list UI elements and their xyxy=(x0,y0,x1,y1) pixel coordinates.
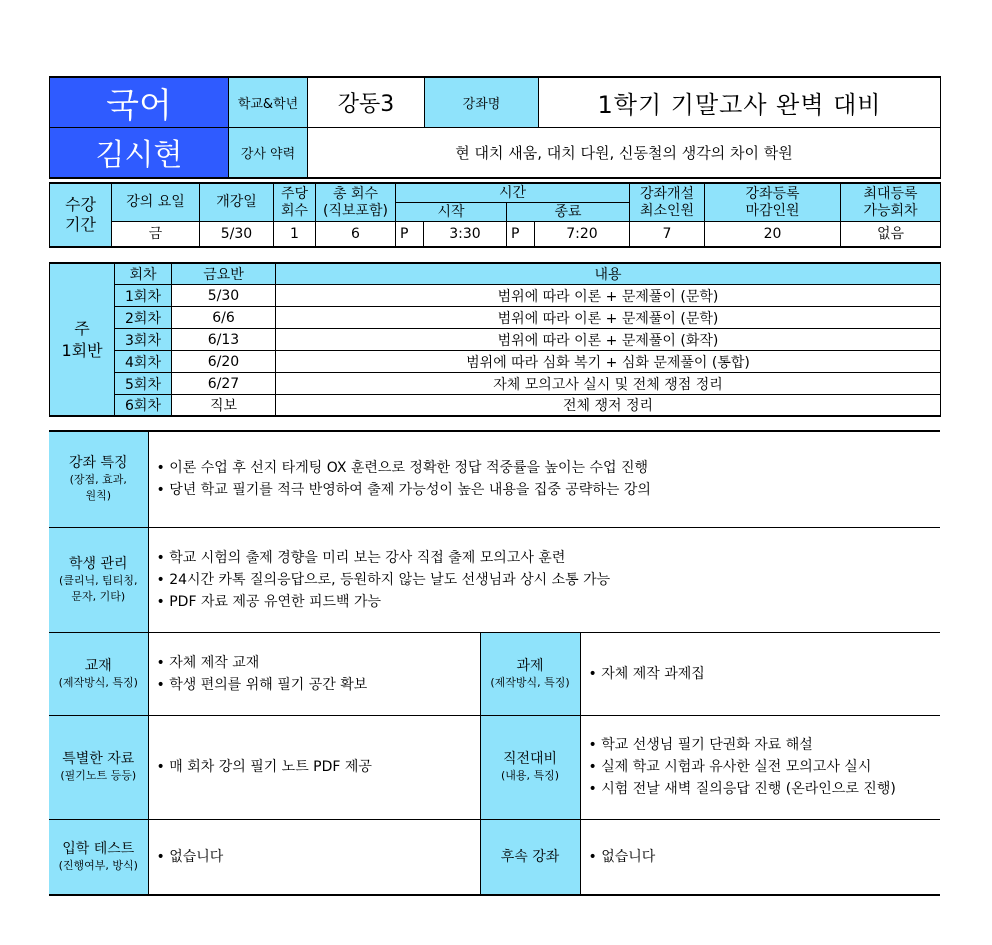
course-name-label: 강좌명 xyxy=(425,77,539,128)
entrance-row xyxy=(49,819,940,895)
content-header: 내용 xyxy=(276,263,941,285)
entrance-test-content xyxy=(148,819,480,895)
date-cell: 6/13 xyxy=(172,329,276,351)
period-label: 수강 기간 xyxy=(50,183,112,247)
followup-course-label: 후속 강좌 xyxy=(480,819,580,895)
course-header xyxy=(49,76,941,179)
plan-row-label: 주 1회반 xyxy=(50,263,115,416)
list-item: • 학교 시험의 출제 경향을 미리 보는 강사 직접 출제 모의고사 훈련 xyxy=(157,547,941,569)
table-row xyxy=(50,285,941,307)
table-row xyxy=(50,307,941,329)
features-table xyxy=(49,430,940,896)
start-date-value: 5/30 xyxy=(200,222,274,247)
career-label: 강사 약력 xyxy=(229,128,308,178)
weekly-value: 1 xyxy=(274,222,316,247)
table-row xyxy=(50,395,941,417)
final-prep-content xyxy=(580,715,940,819)
date-cell: 직보 xyxy=(172,395,276,417)
special-material-label: 특별한 자료 (필기노트 등등) xyxy=(49,715,148,819)
content-cell: 범위에 따라 이론 + 문제풀이 (화작) xyxy=(276,329,941,351)
final-prep-label: 직전대비 (내용, 특징) xyxy=(480,715,580,819)
list-item: • 없습니다 xyxy=(589,846,941,868)
session-cell: 6회차 xyxy=(115,395,172,417)
session-cell: 1회차 xyxy=(115,285,172,307)
content-cell: 전체 쟁저 정리 xyxy=(276,395,941,417)
time-header: 시간 xyxy=(396,183,630,203)
max-value: 20 xyxy=(705,222,841,247)
session-cell: 3회차 xyxy=(115,329,172,351)
list-item: • PDF 자료 제공 유연한 피드백 가능 xyxy=(157,591,941,613)
start-date-header: 개강일 xyxy=(200,183,274,222)
special-row xyxy=(49,715,940,819)
date-cell: 5/30 xyxy=(172,285,276,307)
table-row xyxy=(50,329,941,351)
homework-content xyxy=(580,632,940,715)
course-features-label: 강좌 특징 (장점, 효과, 원칙) xyxy=(49,431,148,527)
session-cell: 4회차 xyxy=(115,351,172,373)
session-cell: 2회차 xyxy=(115,307,172,329)
teacher-name: 김시현 xyxy=(50,128,229,178)
total-value: 6 xyxy=(316,222,396,247)
schedule-table xyxy=(49,182,941,248)
total-header: 총 회수 (직보포함) xyxy=(316,183,396,222)
weekly-plan-table xyxy=(49,262,941,417)
school-grade-label: 학교&학년 xyxy=(229,77,308,128)
day-value: 금 xyxy=(112,222,200,247)
start-header: 시작 xyxy=(396,203,507,222)
date-cell: 6/27 xyxy=(172,373,276,395)
start-ampm: P xyxy=(396,222,424,247)
end-time: 7:20 xyxy=(535,222,630,247)
subject-title: 국어 xyxy=(50,77,229,128)
weekly-header: 주당 회수 xyxy=(274,183,316,222)
list-item: • 자체 제작 과제집 xyxy=(589,663,941,685)
list-item: • 없습니다 xyxy=(157,846,480,868)
content-cell: 범위에 따라 이론 + 문제풀이 (문학) xyxy=(276,285,941,307)
end-ampm: P xyxy=(507,222,535,247)
friday-header: 금요반 xyxy=(172,263,276,285)
table-row xyxy=(50,351,941,373)
list-item: • 실제 학교 시험과 유사한 실전 모의고사 실시 xyxy=(589,756,941,778)
materials-row xyxy=(49,632,940,715)
followup-course-content xyxy=(580,819,940,895)
end-header: 종료 xyxy=(507,203,630,222)
max-reg-header: 최대등록 가능회차 xyxy=(841,183,941,222)
table-row xyxy=(50,373,941,395)
course-features-content xyxy=(148,431,940,527)
career-value: 현 대치 새움, 대치 다원, 신동철의 생각의 차이 학원 xyxy=(308,128,941,178)
course-features-row xyxy=(49,431,940,527)
list-item: • 매 회차 강의 필기 노트 PDF 제공 xyxy=(157,756,480,778)
date-cell: 6/20 xyxy=(172,351,276,373)
max-header: 강좌등록 마감인원 xyxy=(705,183,841,222)
list-item: • 이론 수업 후 선지 타게팅 OX 훈련으로 정확한 정답 적중률을 높이는 수업 진행 xyxy=(157,457,941,479)
list-item: • 자체 제작 교재 xyxy=(157,652,480,674)
content-cell: 범위에 따라 심화 복기 + 심화 문제풀이 (통합) xyxy=(276,351,941,373)
start-time: 3:30 xyxy=(424,222,507,247)
school-grade-value: 강동3 xyxy=(308,77,425,128)
day-header: 강의 요일 xyxy=(112,183,200,222)
entrance-test-label: 입학 테스트 (진행여부, 방식) xyxy=(49,819,148,895)
min-value: 7 xyxy=(630,222,705,247)
student-care-row xyxy=(49,527,940,632)
session-cell: 5회차 xyxy=(115,373,172,395)
textbook-label: 교재 (제작방식, 특징) xyxy=(49,632,148,715)
homework-label: 과제 (제작방식, 특징) xyxy=(480,632,580,715)
student-care-label: 학생 관리 (클리닉, 팀티칭, 문자, 기타) xyxy=(49,527,148,632)
date-cell: 6/6 xyxy=(172,307,276,329)
course-name-value: 1학기 기말고사 완벽 대비 xyxy=(539,77,941,128)
list-item: • 시험 전날 새벽 질의응답 진행 (온라인으로 진행) xyxy=(589,778,941,800)
textbook-content xyxy=(148,632,480,715)
content-cell: 자체 모의고사 실시 및 전체 쟁점 정리 xyxy=(276,373,941,395)
content-cell: 범위에 따라 이론 + 문제풀이 (문학) xyxy=(276,307,941,329)
list-item: • 24시간 카톡 질의응답으로, 등원하지 않는 날도 선생님과 상시 소통 가능 xyxy=(157,569,941,591)
special-material-content xyxy=(148,715,480,819)
list-item: • 학교 선생님 필기 단권화 자료 해설 xyxy=(589,734,941,756)
list-item: • 학생 편의를 위해 필기 공간 확보 xyxy=(157,674,480,696)
session-header: 회차 xyxy=(115,263,172,285)
list-item: • 당년 학교 필기를 적극 반영하여 출제 가능성이 높은 내용을 집중 공략하는 강의 xyxy=(157,479,941,501)
min-header: 강좌개설 최소인원 xyxy=(630,183,705,222)
student-care-content xyxy=(148,527,940,632)
max-reg-value: 없음 xyxy=(841,222,941,247)
